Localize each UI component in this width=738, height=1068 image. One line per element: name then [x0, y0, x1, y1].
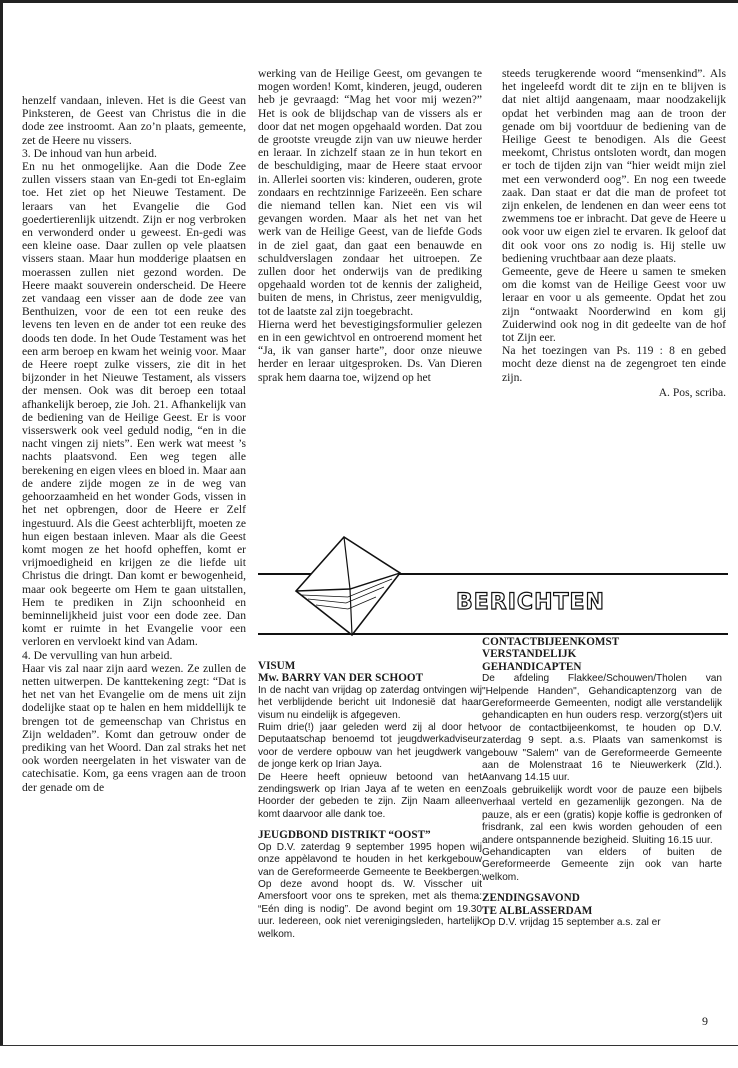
article-column-3	[502, 67, 726, 399]
article-paragraph: henzelf vandaan, inleven. Het is die Geest van Pinksteren, de Geest van Christus die in die dode zee instroomt. Aan zo’n plaats, gemeente, zet de Heere nu vissers.	[22, 94, 246, 147]
news-heading: VERSTANDELIJK	[482, 648, 577, 661]
article-paragraph: werking van de Heilige Geest, om gevangen te mogen worden! Komt, kinderen, jeugd, ouderen heb je gevraagd: “Mag het voor mij wezen?” Het is ook de blijdschap van de vissers als er door dat net mogen opgehaald worden. Dat zou de grootste vreugde zijn van uw nieuwe herder en leraar. In zichzelf staan ze in hun tekort en de beschuldiging, maar de Heere staat ervoor in. Allerlei soorten vis: kinderen, ouderen, grote zondaars en rechtzinnige Farizeeën. Een schare die niemand tellen kan. Niet een vis wil gevangen worden. Maar als het net van het werk van de Heilige Geest, van de liefde Gods in de ziel gaat, dan gaat een benauwde en schuldverslagen zondaar het uitroepen. Ze zullen door het onderwijs van de prediking opgehaald worden tot de kennis der zaligheid, buiten de mens, in Christus, zeer menigvuldig, tot de laatste zal zijn toegebracht.	[258, 67, 482, 318]
article-column-2	[258, 67, 482, 384]
news-paragraph: Zoals gebruikelijk wordt voor de pauze een bijbels verhaal verteld en gezamenlijk gezongen. Na de pauze, als er een (gratis) kopje koffie is gedronken of frisdrank, zal een kwis worden gehouden of een andere ontspannende bezigheid. Sluiting 16.15 uur.	[482, 784, 722, 846]
envelope-icon	[288, 533, 408, 645]
article-subheading: 4. De vervulling van hun arbeid.	[22, 648, 173, 662]
news-heading: VISUM	[258, 660, 296, 672]
news-column-left	[258, 660, 482, 941]
news-heading: JEUGDBOND DISTRIKT “OOST”	[258, 829, 431, 842]
article-paragraph: steeds terugkerende woord “mensenkind”. Als het ingeleefd wordt dit te zijn en te blijven is dat niet altijd aangenaam, maar noodzakelijk opdat het verbinden mag aan de troon der genade om bij voortduur de bediening van de Heilige Geest te benodigen. Als die Geest meekomt, Christus ontsloten wordt, dan mogen er toch de tijden zijn van “hier weidt mijn ziel met een verwonderd oog”. En nog een tweede zaak. Dan staat er dat die man de profeet tot zijn enkelen, de lendenen en dan weer eens tot zwemmens toe er inbracht. Dat geve de Heere u ook voor uw eigen ziel te ervaren. Ik geloof dat dit ook voor ons zo nodig is. Hij stelle uw bediening vruchtbaar aan deze plaats.	[502, 67, 726, 265]
news-paragraph: Gehandicapten van elders of buiten de Gereformeerde Gemeente zijn ook van harte welkom.	[482, 846, 722, 883]
news-heading: ZENDINGSAVOND	[482, 892, 580, 905]
banner-label: BERICHTEN	[456, 590, 605, 615]
page-border-left	[0, 0, 3, 1046]
news-paragraph: Ruim drie(!) jaar geleden werd zij al door het Deputaatschap benoemd tot jeugdwerkadviseur voor de verdere opbouw van het jeugdwerk van de jonge kerk op Irian Jaya.	[258, 722, 482, 771]
news-paragraph: Op D.V. zaterdag 9 september 1995 hopen wij onze appèlavond te houden in het kerkgebouw van de Gereformeerde Gemeente te Beekbergen. Op deze avond hoopt ds. W. Visscher uit Amersfoort voor ons te spreken, met als thema: “Eén ding is nodig”. De avond begint om 19.30 uur. Iedereen, ook niet verenigingsleden, hartelijk welkom.	[258, 841, 482, 940]
news-paragraph: De Heere heeft opnieuw betoond van het zendingswerk op Irian Jaya af te weten en een Hoorder der gebeden te zijn. Zijn Naam alleen komt daarvoor alle dank toe.	[258, 771, 482, 820]
news-paragraph: De afdeling Flakkee/Schouwen/Tholen van "Helpende Handen", Gehandicaptenzorg van de Gereformeerde Gemeenten, nodigt alle verstandelijk gehandicapten en hun ouders resp. verzorg(st)ers uit voor de contactbijeenkomst, te houden op D.V. zaterdag 9 sept. a.s. Plaats van samenkomst is gebouw "Salem" van de Gereformeerde Gemeente aan de Molenstraat 16 te Nieuwerkerk (Zld.). Aanvang 14.15 uur.	[482, 673, 722, 784]
article-column-1	[22, 94, 246, 794]
page-border-top	[0, 0, 738, 3]
article-paragraph: Na het toezingen van Ps. 119 : 8 en gebed mocht deze dienst na de zegengroet ten einde zijn.	[502, 344, 726, 384]
news-heading: GEHANDICAPTEN	[482, 660, 582, 673]
article-paragraph: En nu het onmogelijke. Aan die Dode Zee zullen vissers staan van En-gedi tot En-eglaim toe. Het ziet op het Nieuwe Testament. De leraars van het Evangelie die God goedertierenlijk uitzendt. Zijn er nog verbroken en verwonderd onder u geweest. En-gedi was een kleine oase. Daar zullen op vele plaatsen vissers staan. Maar hun modderige plaatsen en moerassen zullen niet gezond worden. De Heere maakt souverein onderscheid. De Heere zet vandaag een visser aan de dode zee van Benthuizen, voor de een tot een reuke des levens ten leven en de ander tot een reuke des doods ten dode. In het Oude Testament was het een arm beroep en kwam het weinig voor. Maar de Heere roept zulke vissers, zie dit in het bijzonder in het Nieuwe Testament, als vissers der mensen. Ook was dit beroep een totaal afhankelijk beroep, zie Joh. 21. Afhankelijk van de bediening van de Heilige Geest. Er is voor visserswerk ook veel geduld nodig, “en in die nacht vingen zij niets”. Een werk wat meest ’s nachts plaatsvond. Een weg tegen alle berekening en eigen vlees en bloed in. Maar aan de andere zijde mogen ze in de weg van gehoorzaamheid en het wonder Gods, vissen in het net opbrengen, door de Heere er Zelf ingestuurd. Als die Geest achterblijft, moeten ze hun eigen bestaan inleven. Maar als die Geest komt mogen ze het hoofd opheffen, komt er vrijmoedigheid en krijgen ze die liefde uit Christus die dringt. Dan komt er bewogenheid, maar ook begeerte om Hem te gaan uitstallen, Hem te prediken in Zijn schoonheid en beminnelijkheid juist voor een dode zee. Dan komt er ruimte in het Evangelie voor een verloren en vervloekt kind van Adam.	[22, 160, 246, 649]
news-paragraph: In de nacht van vrijdag op zaterdag ontvingen wij het verblijdende bericht uit Indonesië dat haar visum nu eindelijk is afgegeven.	[258, 684, 482, 721]
article-signature: A. Pos, scriba.	[658, 385, 726, 399]
article-subheading: 3. De inhoud van hun arbeid.	[22, 146, 157, 160]
article-paragraph: Haar vis zal naar zijn aard wezen. Ze zullen de netten uitwerpen. De kanttekening zegt: “Dat is het net van het Evangelie om de mens uit zijn dodelijke staat op te halen en hem middellijk te brengen tot de gemeenschap van Christus en Zijn weldaden”. Komt dan getrouw onder de prediking van het Woord. Dan zal straks het net ook worden neergelaten in het viswater van de catechisatie. Kom, ga eens vragen aan de troon der genade om de	[22, 661, 246, 794]
berichten-banner	[258, 533, 728, 648]
page-border-bottom	[0, 1045, 738, 1046]
article-paragraph: Gemeente, geve de Heere u samen te smeken om die komst van de Heilige Geest voor uw leraar en voor u als gemeente. Opdat het zou zijn “ontwaakt Noorderwind en kom gij Zuiderwind ook nog in dit gedeelte van de hof tot Zijn eer.	[502, 265, 726, 345]
news-heading: CONTACTBIJEENKOMST	[482, 636, 620, 648]
news-column-right	[482, 636, 722, 929]
page-number: 9	[702, 1014, 708, 1028]
news-paragraph: Op D.V. vrijdag 15 september a.s. zal er	[482, 916, 661, 928]
news-heading: TE ALBLASSERDAM	[482, 904, 593, 917]
news-subheading: Mw. BARRY VAN DER SCHOOT	[258, 672, 424, 685]
article-paragraph: Hierna werd het bevestigingsformulier gelezen en in een gewichtvol en ontroerend moment het “Ja, ik van ganser harte”, door onze nieuwe herder en leraar uitgesproken. Ds. Van Dieren sprak hem daarna toe, wijzend op het	[258, 317, 482, 384]
